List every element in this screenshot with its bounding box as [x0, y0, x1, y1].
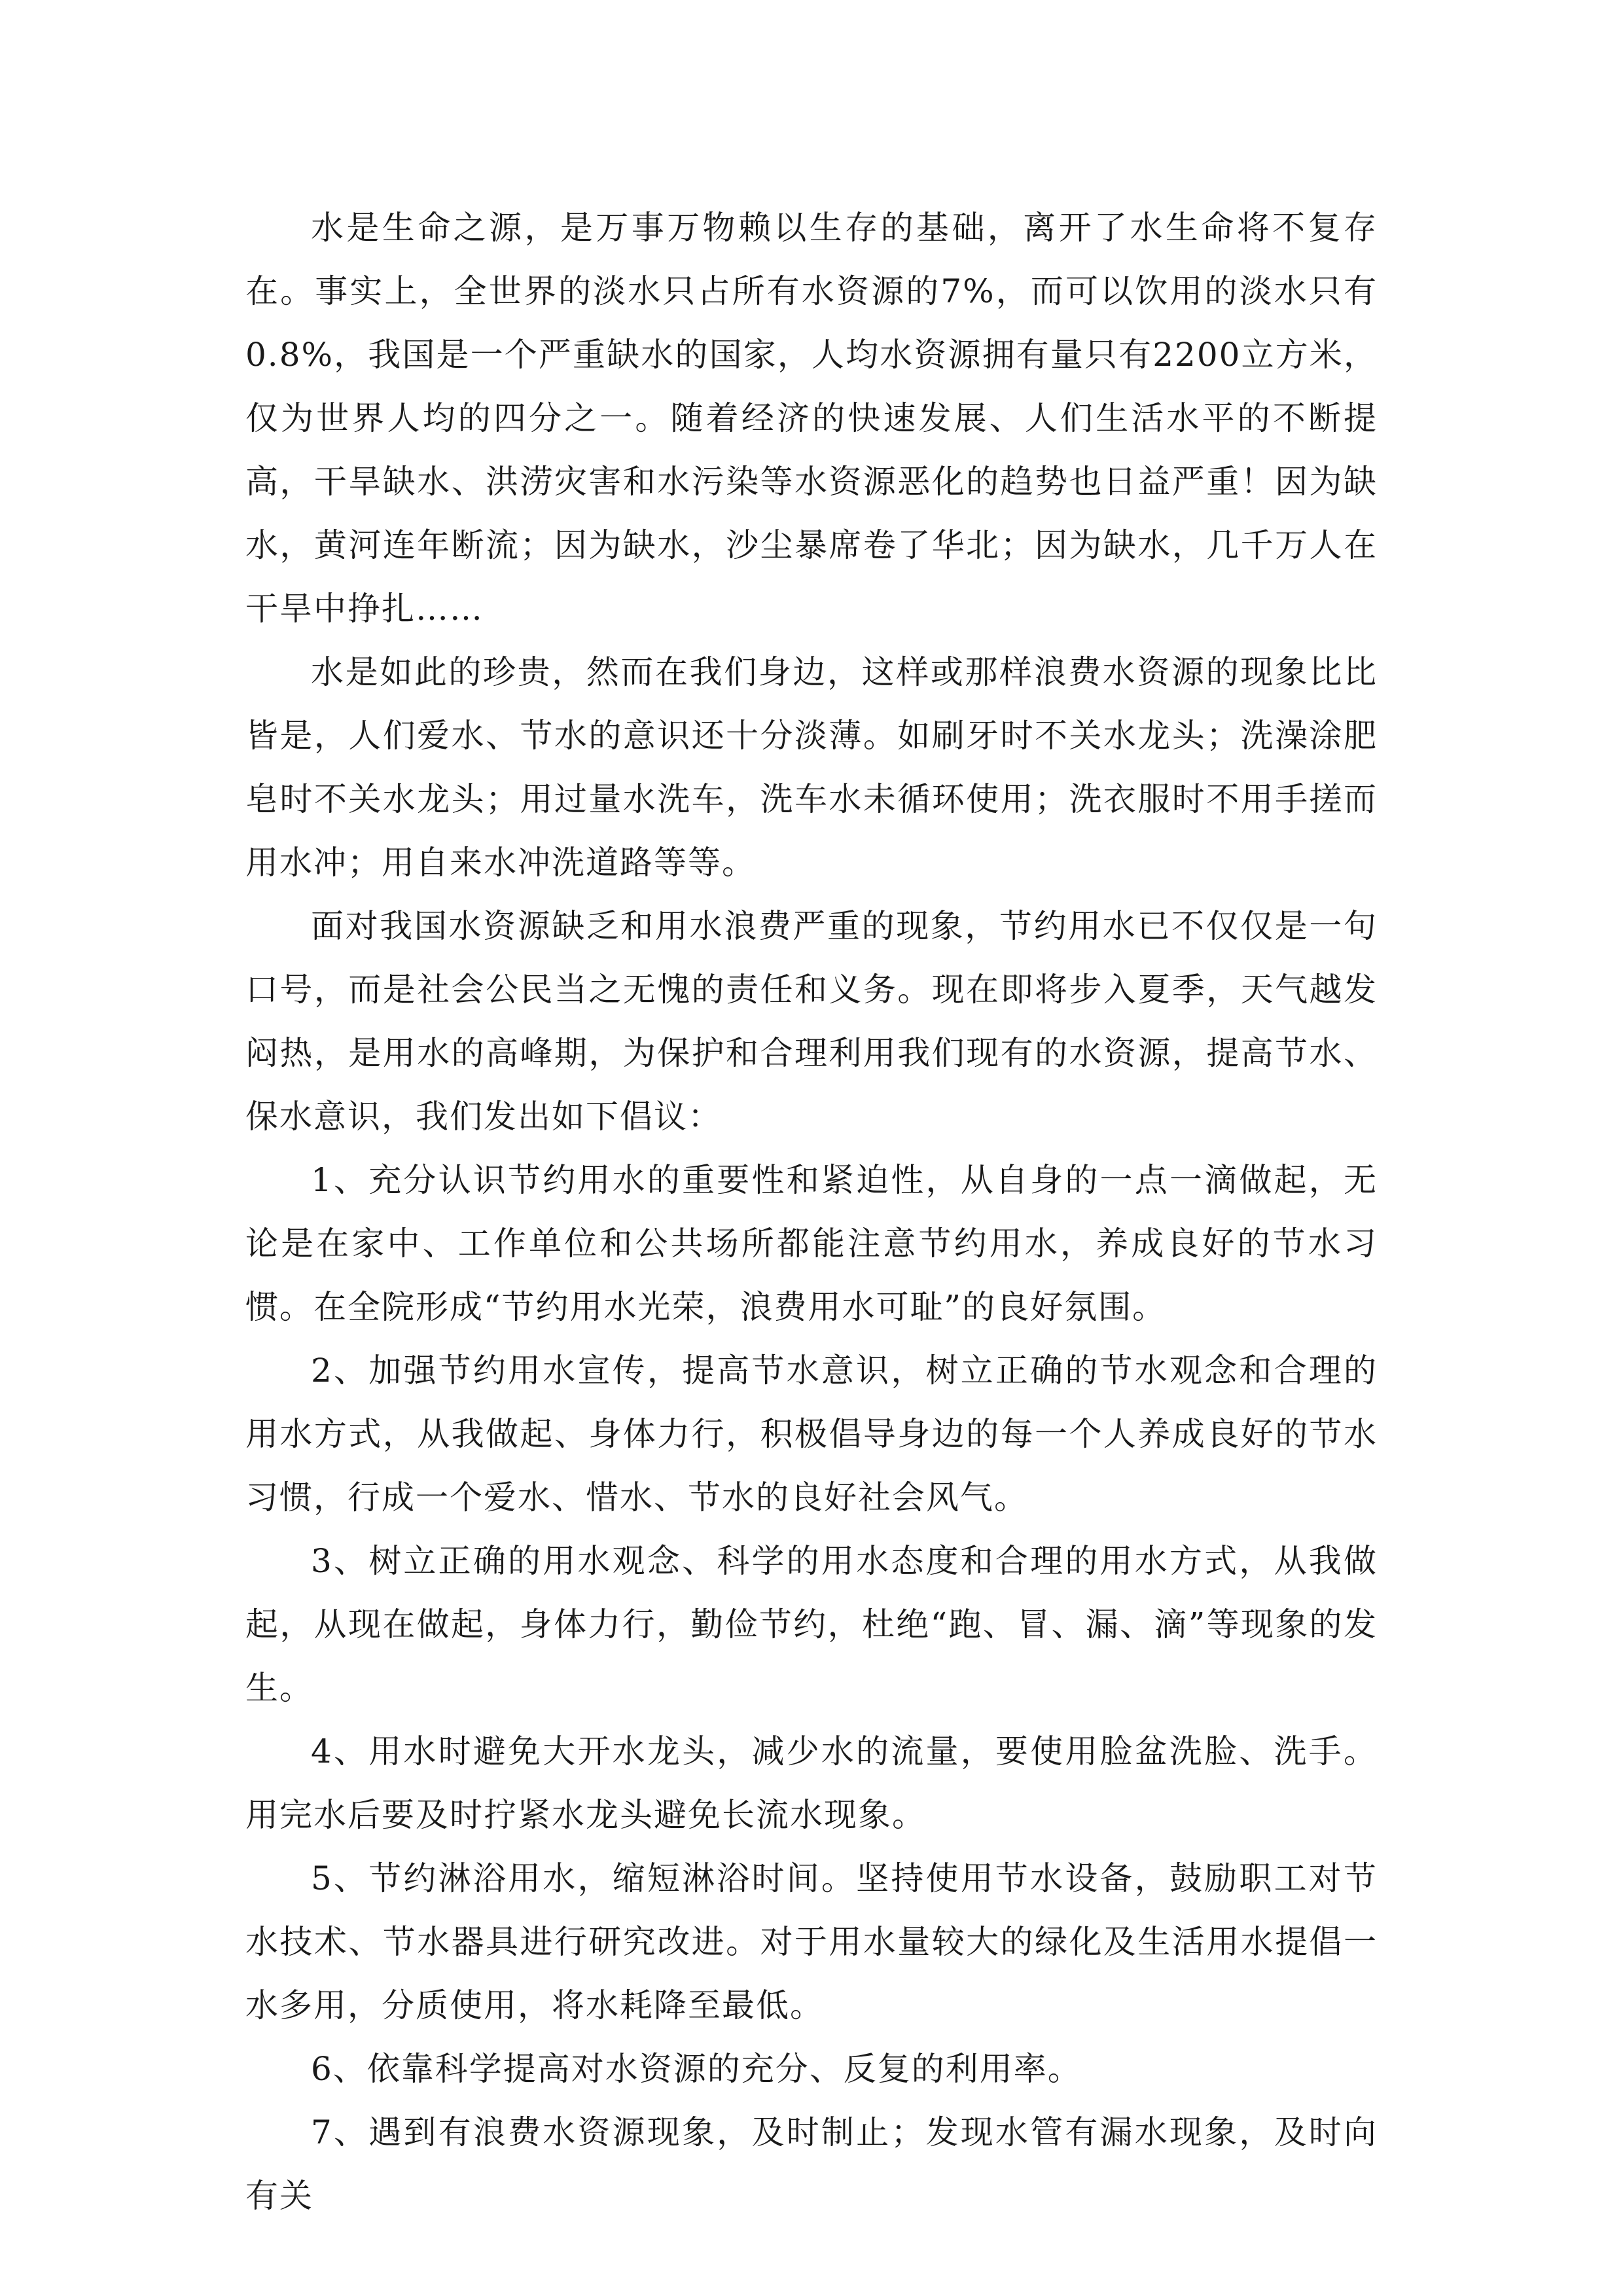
paragraph-waste: 水是如此的珍贵，然而在我们身边，这样或那样浪费水资源的现象比比皆是，人们爱水、节水的意识还十分淡薄。如刷牙时不关水龙头；洗澡涂肥皂时不关水龙头；用过量水洗车，洗车水未循环使用；洗衣服时不用手搓而用水冲；用自来水冲洗道路等等。: [245, 653, 1378, 882]
proposal-item-1: 1、充分认识节约用水的重要性和紧迫性，从自身的一点一滴做起，无论是在家中、工作单位和公共场所都能注意节约用水，养成良好的节水习惯。在全院形成“节约用水光荣，浪费用水可耻”的良好氛围。: [245, 1161, 1378, 1326]
proposal-item-4: 4、用水时避免大开水龙头，减少水的流量，要使用脸盆洗脸、洗手。用完水后要及时拧紧水龙头避免长流水现象。: [245, 1732, 1378, 1834]
document-body: [245, 196, 1378, 2228]
proposal-item-3: 3、树立正确的用水观念、科学的用水态度和合理的用水方式，从我做起，从现在做起，身体力行，勤俭节约，杜绝“跑、冒、漏、滴”等现象的发生。: [245, 1542, 1378, 1707]
proposal-item-5: 5、节约淋浴用水，缩短淋浴时间。坚持使用节水设备，鼓励职工对节水技术、节水器具进行研究改进。对于用水量较大的绿化及生活用水提倡一水多用，分质使用，将水耗降至最低。: [245, 1859, 1378, 2024]
proposal-item-2: 2、加强节约用水宣传，提高节水意识，树立正确的节水观念和合理的用水方式，从我做起、身体力行，积极倡导身边的每一个人养成良好的节水习惯，行成一个爱水、惜水、节水的良好社会风气。: [245, 1352, 1378, 1516]
paragraph-intro: 水是生命之源，是万事万物赖以生存的基础，离开了水生命将不复存在。事实上，全世界的淡水只占所有水资源的7%，而可以饮用的淡水只有0.8%，我国是一个严重缺水的国家，人均水资源拥有量只有2200立方米，仅为世界人均的四分之一。随着经济的快速发展、人们生活水平的不断提高，干旱缺水、洪涝灾害和水污染等水资源恶化的趋势也日益严重！因为缺水，黄河连年断流；因为缺水，沙尘暴席卷了华北；因为缺水，几千万人在干旱中挣扎……: [245, 209, 1378, 628]
proposal-item-6: 6、依靠科学提高对水资源的充分、反复的利用率。: [311, 2050, 1082, 2088]
proposal-item-7: 7、遇到有浪费水资源现象，及时制止；发现水管有漏水现象，及时向有关: [245, 2113, 1378, 2215]
paragraph-proposal: 面对我国水资源缺乏和用水浪费严重的现象，节约用水已不仅仅是一句口号，而是社会公民当之无愧的责任和义务。现在即将步入夏季，天气越发闷热，是用水的高峰期，为保护和合理利用我们现有的水资源，提高节水、保水意识，我们发出如下倡议：: [245, 907, 1378, 1136]
